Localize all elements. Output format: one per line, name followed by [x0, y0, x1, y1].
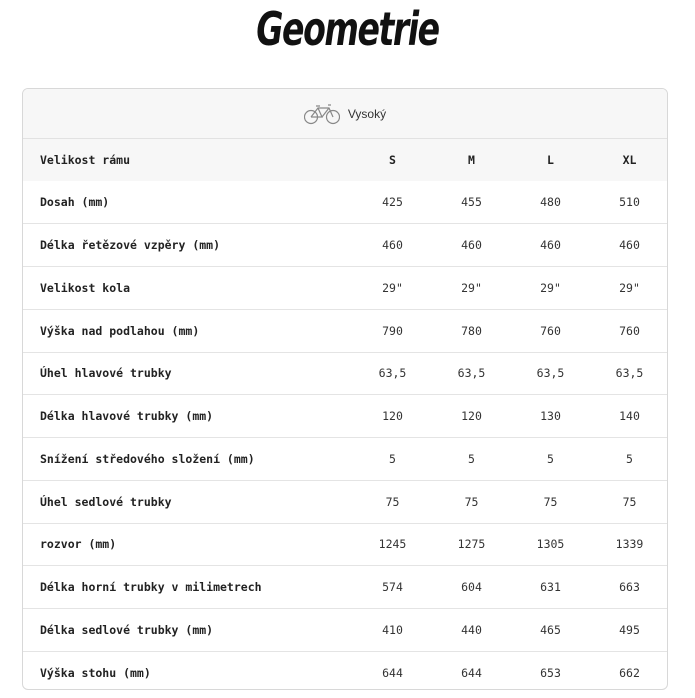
- cell-value: 631: [540, 580, 561, 595]
- cell-value: 5: [626, 451, 633, 466]
- bike-icon: [304, 103, 340, 125]
- cell-value: 510: [619, 195, 640, 210]
- table-row: [23, 352, 668, 395]
- table-row: [23, 480, 668, 523]
- cell-value: 604: [461, 580, 482, 595]
- cell-value: 1275: [457, 537, 486, 552]
- frame-size-header: Velikost rámu: [40, 153, 131, 167]
- cell-value: 760: [540, 323, 561, 338]
- cell-value: 460: [540, 238, 561, 253]
- row-label: Délka sedlové trubky (mm): [40, 622, 214, 637]
- cell-value: 662: [619, 665, 640, 680]
- page-title: Geometrie: [256, 2, 439, 56]
- cell-value: 760: [619, 323, 640, 338]
- size-header-m: M: [468, 153, 475, 167]
- row-label: Výška nad podlahou (mm): [40, 323, 200, 338]
- cell-value: 75: [543, 494, 558, 509]
- size-header-l: L: [547, 153, 554, 167]
- cell-value: 140: [619, 409, 640, 424]
- row-label: Délka řetězové vzpěry (mm): [40, 238, 221, 253]
- table-row: [23, 181, 668, 224]
- table-row: [23, 609, 668, 652]
- row-label: Úhel sedlové trubky: [40, 494, 172, 509]
- cell-value: 29": [540, 280, 561, 295]
- cell-value: 480: [540, 195, 561, 210]
- cell-value: 440: [461, 622, 482, 637]
- row-label: rozvor (mm): [40, 537, 117, 552]
- cell-value: 120: [382, 409, 403, 424]
- table-row: [23, 438, 668, 481]
- cell-value: 75: [622, 494, 637, 509]
- table-row: [23, 224, 668, 267]
- cell-value: 63,5: [536, 366, 565, 381]
- row-label: Snížení středového složení (mm): [40, 451, 255, 466]
- row-label: Výška stohu (mm): [40, 665, 151, 680]
- cell-value: 460: [382, 238, 403, 253]
- geometry-table: [23, 139, 668, 690]
- cell-value: 1245: [378, 537, 407, 552]
- cell-value: 644: [382, 665, 403, 680]
- cell-value: 63,5: [378, 366, 407, 381]
- cell-value: 29": [619, 280, 640, 295]
- cell-value: 790: [382, 323, 403, 338]
- row-label: Dosah (mm): [40, 195, 110, 210]
- table-row: [23, 309, 668, 352]
- cell-value: 653: [540, 665, 561, 680]
- cell-value: 5: [468, 451, 475, 466]
- cell-value: 5: [547, 451, 554, 466]
- table-row: [23, 395, 668, 438]
- cell-value: 574: [382, 580, 403, 595]
- row-label: Délka horní trubky v milimetrech: [40, 580, 262, 595]
- cell-value: 455: [461, 195, 482, 210]
- size-header-s: S: [389, 153, 396, 167]
- cell-value: 410: [382, 622, 403, 637]
- cell-value: 644: [461, 665, 482, 680]
- table-row: [23, 523, 668, 566]
- cell-value: 29": [461, 280, 482, 295]
- geometry-card: [22, 88, 668, 690]
- table-row: [23, 267, 668, 310]
- cell-value: 1305: [536, 537, 565, 552]
- table-row: [23, 651, 668, 690]
- row-label: Délka hlavové trubky (mm): [40, 409, 214, 424]
- cell-value: 425: [382, 195, 403, 210]
- cell-value: 63,5: [457, 366, 486, 381]
- size-header-xl: XL: [622, 153, 637, 167]
- cell-value: 5: [389, 451, 396, 466]
- row-label: Velikost kola: [40, 280, 131, 295]
- cell-value: 495: [619, 622, 640, 637]
- cell-value: 460: [461, 238, 482, 253]
- table-row: [23, 566, 668, 609]
- row-label: Úhel hlavové trubky: [40, 366, 172, 381]
- cell-value: 460: [619, 238, 640, 253]
- cell-value: 63,5: [615, 366, 644, 381]
- cell-value: 663: [619, 580, 640, 595]
- geometry-type-label: Vysoký: [347, 106, 387, 121]
- cell-value: 1339: [615, 537, 644, 552]
- cell-value: 75: [385, 494, 400, 509]
- cell-value: 130: [540, 409, 561, 424]
- cell-value: 120: [461, 409, 482, 424]
- cell-value: 465: [540, 622, 561, 637]
- table-header-row: [23, 139, 668, 181]
- cell-value: 780: [461, 323, 482, 338]
- cell-value: 29": [382, 280, 403, 295]
- cell-value: 75: [464, 494, 479, 509]
- geometry-type-selector[interactable]: [23, 89, 667, 139]
